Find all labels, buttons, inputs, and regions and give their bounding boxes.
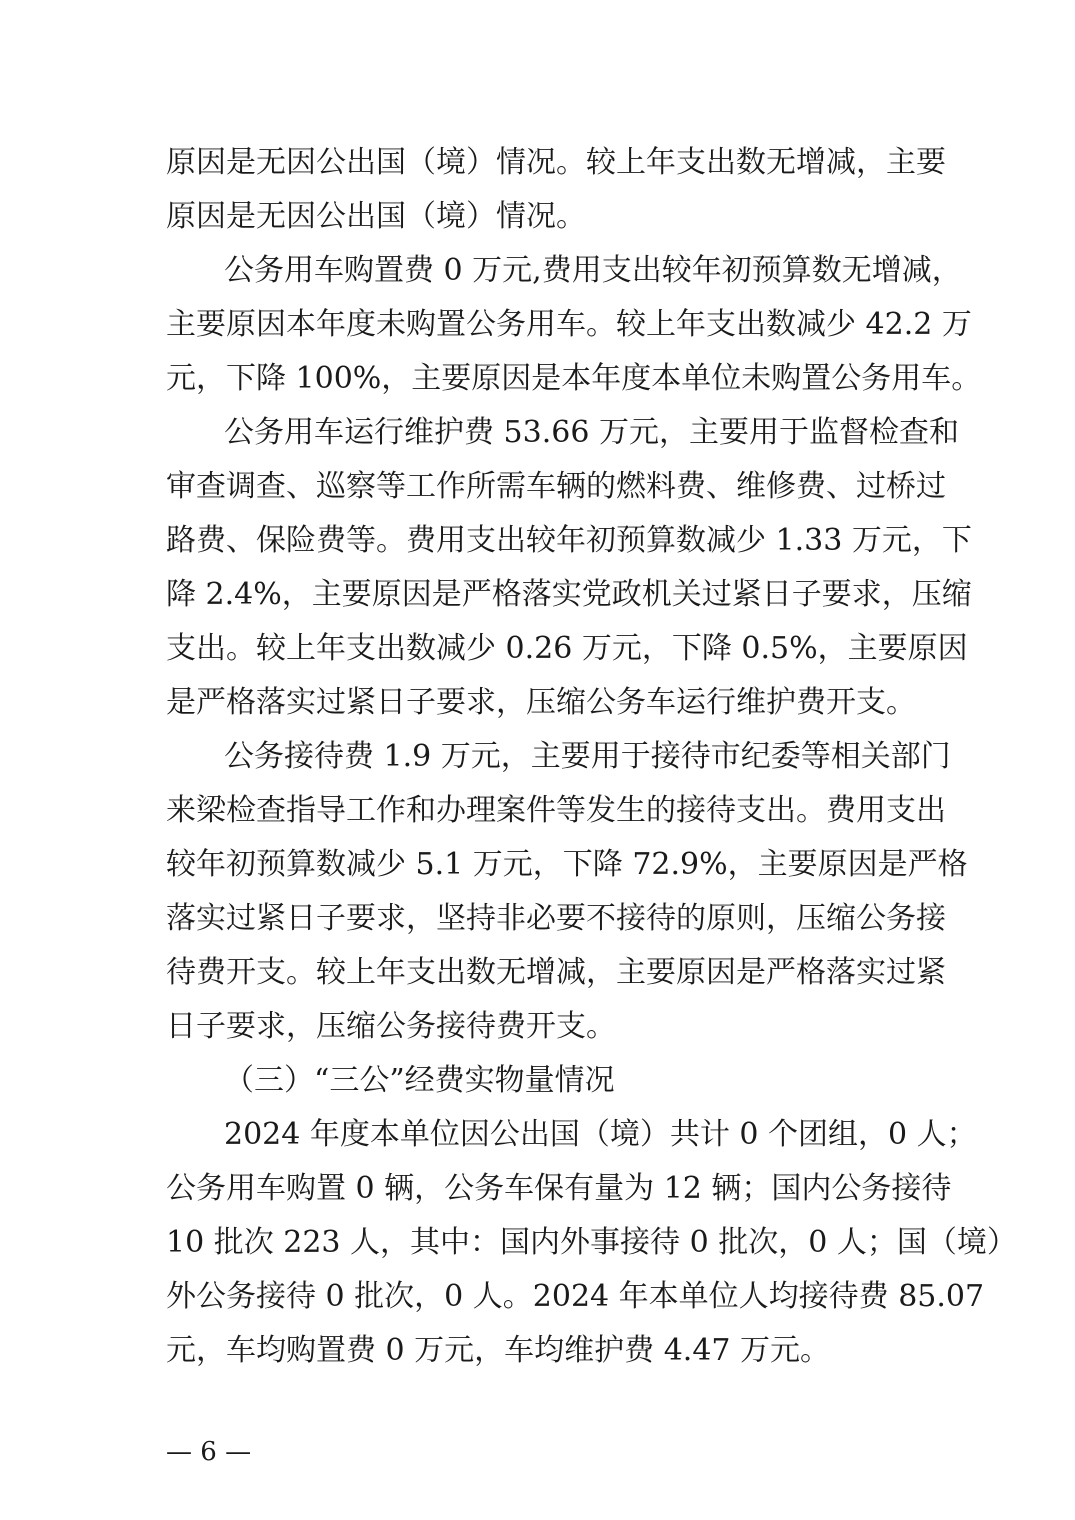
paragraph-line: 公务用车购置费 0 万元,费用支出较年初预算数无增减， [224,253,962,288]
paragraph-line: 10 批次 223 人，其中：国内外事接待 0 批次，0 人；国（境） [166,1225,1017,1260]
paragraph-line: 路费、保险费等。费用支出较年初预算数减少 1.33 万元，下 [166,523,972,558]
paragraph-line: 原因是无因公出国（境）情况。 [166,199,586,234]
paragraph-line: 公务用车运行维护费 53.66 万元，主要用于监督检查和 [224,415,959,450]
paragraph-line: 来梁检查指导工作和办理案件等发生的接待支出。费用支出 [166,793,946,828]
paragraph-line: 外公务接待 0 批次，0 人。2024 年本单位人均接待费 85.07 [166,1279,985,1314]
paragraph-line: 公务用车购置 0 辆，公务车保有量为 12 辆；国内公务接待 [166,1171,952,1206]
paragraph-line: 是严格落实过紧日子要求，压缩公务车运行维护费开支。 [166,685,916,720]
paragraph-line: 支出。较上年支出数减少 0.26 万元，下降 0.5%，主要原因 [166,631,968,666]
paragraph-line: 审查调查、巡察等工作所需车辆的燃料费、维修费、过桥过 [166,469,946,504]
paragraph-line: 主要原因本年度未购置公务用车。较上年支出数减少 42.2 万 [166,307,972,342]
paragraph-line: 待费开支。较上年支出数无增减，主要原因是严格落实过紧 [166,955,946,990]
paragraph-line: 落实过紧日子要求，坚持非必要不接待的原则，压缩公务接 [166,901,946,936]
paragraph-line: 2024 年度本单位因公出国（境）共计 0 个团组，0 人； [224,1117,977,1152]
paragraph-line: 元，下降 100%，主要原因是本年度本单位未购置公务用车。 [166,361,982,396]
paragraph-line: 原因是无因公出国（境）情况。较上年支出数无增减，主要 [166,145,946,180]
paragraph-line: 日子要求，压缩公务接待费开支。 [166,1009,616,1044]
paragraph-line: 降 2.4%，主要原因是严格落实党政机关过紧日子要求，压缩 [166,577,972,612]
paragraph-line: 较年初预算数减少 5.1 万元，下降 72.9%，主要原因是严格 [166,847,968,882]
paragraph-line: 元，车均购置费 0 万元，车均维护费 4.47 万元。 [166,1333,831,1368]
paragraph-line: 公务接待费 1.9 万元，主要用于接待市纪委等相关部门 [224,739,951,774]
page-number: — 6 — [166,1437,252,1467]
section-heading: （三）“三公”经费实物量情况 [224,1063,615,1098]
